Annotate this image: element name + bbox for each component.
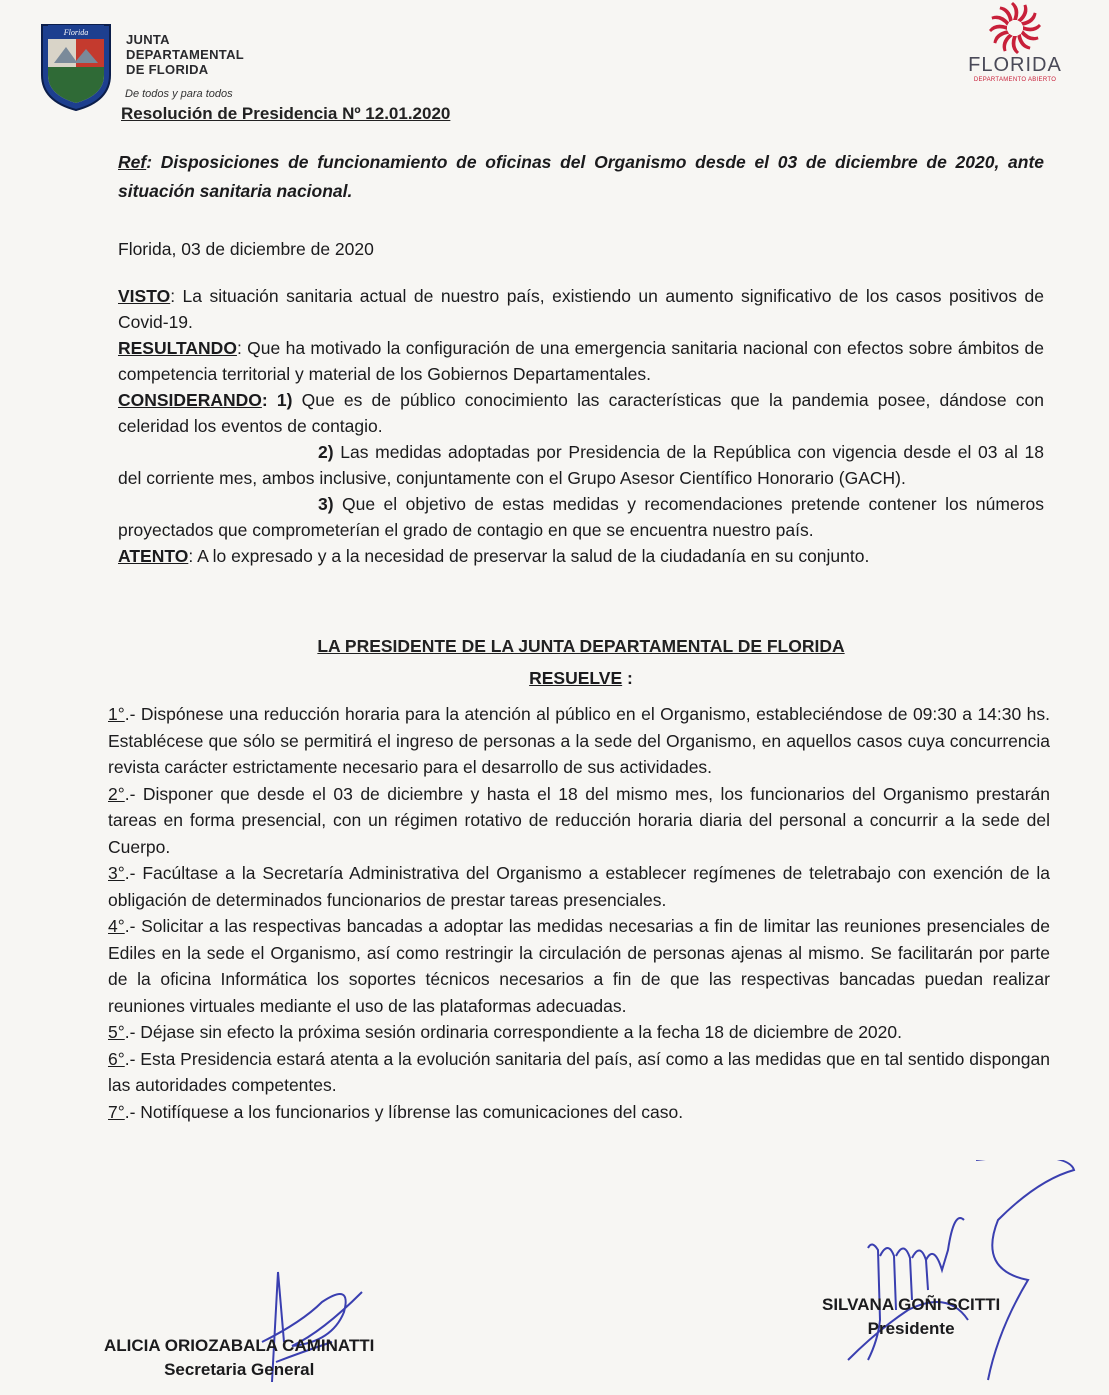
secretary-role: Secretaria General	[164, 1360, 315, 1379]
president-role: Presidente	[867, 1319, 955, 1338]
preamble	[118, 283, 1044, 569]
secretary-name: ALICIA ORIOZABALA CAMINATTI	[104, 1336, 375, 1355]
resolution-item: 2°.- Disponer que desde el 03 de diciembre y hasta el 18 del mismo mes, los funcionarios del Organismo prestarán tareas en forma presencial, con un régimen rotativo de reducción horaria diaria del personal a concurrir a la sede del Cuerpo.	[108, 783, 1050, 857]
signature-president	[822, 1293, 1000, 1341]
considerando-3: 3) Que el objetivo de estas medidas y recomendaciones pretende contener los números proyectados que comprometerían el grado de contagio en que se encuentra nuestro país.	[118, 494, 1044, 540]
logo-subtitle: DEPARTAMENTO ABIERTO	[973, 77, 1057, 83]
considerando-2: 2) Las medidas adoptadas por Presidencia de la República con vigencia desde el 03 al 18 del corriente mes, ambos inclusive, conjuntamente con el Grupo Asesor Científico Honorario (GACH).	[118, 442, 1044, 488]
resolution-title: Resolución de Presidencia Nº 12.01.2020	[121, 104, 451, 123]
atento-paragraph: ATENTO: A lo expresado y a la necesidad de preservar la salud de la ciudadanía en su conjunto.	[118, 546, 870, 566]
organization-name: JUNTA DEPARTAMENTAL DE FLORIDA	[126, 32, 244, 77]
resultando-paragraph: RESULTANDO: Que ha motivado la configuración de una emergencia sanitaria nacional con efectos sobre ámbitos de competencia territorial y material de los Gobiernos Departamentales.	[118, 338, 1044, 384]
signature-right-icon	[838, 1160, 1078, 1390]
resuelve-heading: RESUELVE :	[529, 668, 633, 688]
resolution-item: 1°.- Dispónese una reducción horaria para la atención al público en el Organismo, estableciéndose de 09:30 a 14:30 hs. Establécese que sólo se permitirá el ingreso de personas a la sede del Organismo, en aquellos casos cuya concurrencia revista carácter estrictamente necesario para el desarrollo de sus actividades.	[108, 704, 1050, 777]
sun-spiral-icon	[987, 0, 1043, 56]
coat-of-arms-icon	[36, 17, 116, 113]
resolution-item: 6°.- Esta Presidencia estará atenta a la evolución sanitaria del país, así como a las medidas que en tal sentido dispongan las autoridades competentes.	[108, 1048, 1050, 1095]
presidency-heading: LA PRESIDENTE DE LA JUNTA DEPARTAMENTAL DE FLORIDA	[317, 636, 845, 656]
resolution-item: 7°.- Notifíquese a los funcionarios y líbrense las comunicaciones del caso.	[108, 1101, 684, 1122]
svg-text:Florida: Florida	[63, 28, 89, 37]
florida-logo	[960, 0, 1070, 100]
logo-word: FLORIDA	[968, 54, 1062, 76]
date-line: Florida, 03 de diciembre de 2020	[118, 239, 374, 259]
resolution-item: 5°.- Déjase sin efecto la próxima sesión ordinaria correspondiente a la fecha 18 de diciembre de 2020.	[108, 1022, 902, 1042]
resolution-item: 4°.- Solicitar a las respectivas bancadas a adoptar las medidas necesarias a fin de limitar las reuniones presenciales de Ediles en la sede el Organismo, así como restringir la circulación de personas ajenas al mismo. Se facilitarán por parte de la oficina Informática los soportes técnicos necesarios a fin de que las respectivas bancadas puedan realizar reuniones virtuales mediante el uso de las plataformas adecuadas.	[108, 916, 1050, 1016]
president-name: SILVANA GOÑI SCITTI	[822, 1295, 1001, 1314]
visto-paragraph: VISTO: La situación sanitaria actual de nuestro país, existiendo un aumento significativo de los casos positivos de Covid-19.	[118, 286, 1044, 332]
slogan: De todos y para todos	[125, 88, 233, 100]
considerando-paragraph: CONSIDERANDO: 1) Que es de público conocimiento las características que la pandemia posee, dándose con celeridad los eventos de contagio.	[118, 390, 1044, 436]
signature-secretary	[104, 1334, 374, 1382]
reference: Ref: Disposiciones de funcionamiento de oficinas del Organismo desde el 03 de diciembre de 2020, ante situación sanitaria nacional.	[118, 152, 1044, 201]
resolutions-list	[108, 701, 1050, 1125]
resolution-item: 3°.- Facúltase a la Secretaría Administrativa del Organismo a establecer regímenes de teletrabajo con exención de la obligación de determinados funcionarios de prestar tareas presenciales.	[108, 863, 1050, 910]
